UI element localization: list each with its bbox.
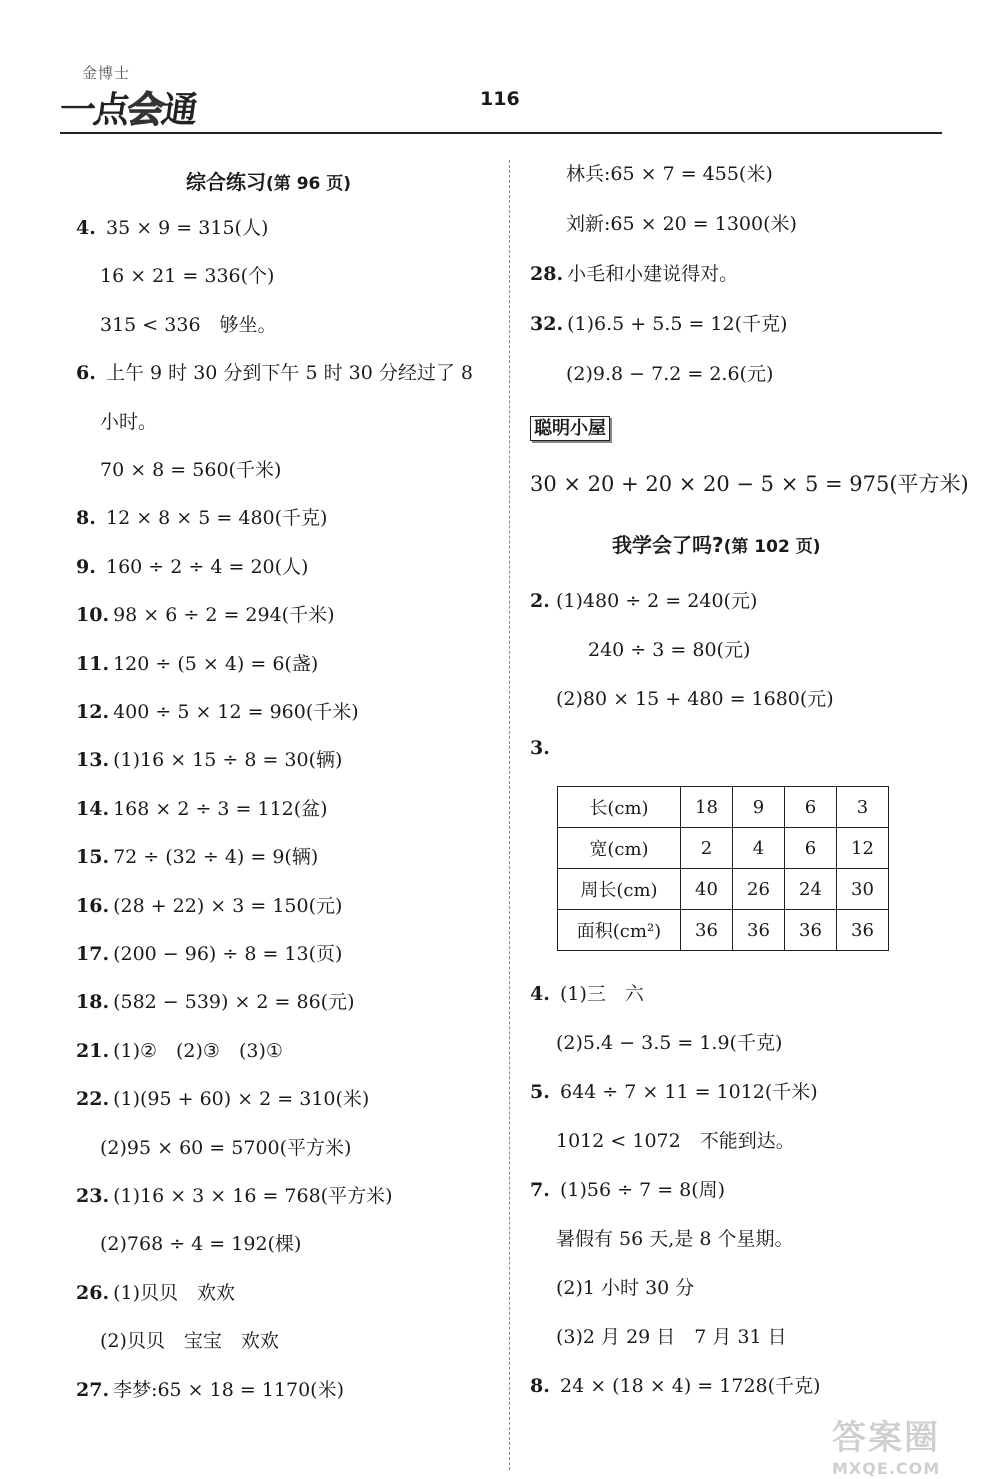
table-cell: 24 <box>785 869 837 910</box>
answer-text: (1)56 ÷ 7 = 8(周) <box>560 1179 726 1201</box>
answer-line <box>76 894 342 918</box>
answer-line <box>556 1276 694 1300</box>
logo <box>56 82 199 133</box>
answer-line <box>76 361 473 385</box>
question-number: 28. <box>530 263 564 285</box>
answer-line <box>530 589 757 613</box>
answer-text: 暑假有 56 天,是 8 个星期。 <box>556 1228 794 1250</box>
answer-line <box>76 1087 369 1111</box>
answer-line <box>76 797 328 821</box>
answer-text: 644 ÷ 7 × 11 = 1012(千米) <box>560 1081 818 1103</box>
question-number: 11. <box>76 652 110 675</box>
watermark-url: MXQE.COM <box>832 1459 941 1478</box>
answer-line <box>76 555 308 579</box>
table-cell: 3 <box>837 787 889 828</box>
logo-text-b: 通 <box>158 90 199 131</box>
answer-text: (1)(95 + 60) × 2 = 310(米) <box>113 1088 370 1111</box>
question-number: 18. <box>76 991 110 1014</box>
section-title-page: (第 102 页) <box>723 537 821 557</box>
table-cell: 18 <box>681 787 733 828</box>
question-number: 15. <box>76 846 110 869</box>
answer-text: (2)95 × 60 = 5700(平方米) <box>100 1136 352 1159</box>
answer-text: 林兵:65 × 7 = 455(米) <box>566 163 773 185</box>
question-number: 4. <box>76 217 96 239</box>
answer-line <box>76 748 342 772</box>
table-cell: 12 <box>837 828 889 869</box>
answer-text: 400 ÷ 5 × 12 = 960(千米) <box>113 701 359 723</box>
question-number: 14. <box>76 797 110 820</box>
answer-line <box>530 262 738 286</box>
answer-line <box>566 162 773 186</box>
answer-text: (2)贝贝 宝宝 欢欢 <box>100 1330 279 1353</box>
answer-text: (1)② (2)③ (3)① <box>113 1039 283 1062</box>
table-cell: 6 <box>785 828 837 869</box>
answer-text: 小时。 <box>100 410 158 433</box>
question-number: 8. <box>530 1375 550 1397</box>
answer-line <box>76 1039 283 1063</box>
answer-text: 315 < 336 够坐。 <box>100 313 277 336</box>
table-row <box>558 910 889 951</box>
question-number: 5. <box>530 1081 550 1103</box>
smart-house-label: 聪明小屋 <box>530 416 610 441</box>
question-number: 32. <box>530 313 564 335</box>
table-cell: 4 <box>733 828 785 869</box>
answer-text: (28 + 22) × 3 = 150(元) <box>113 894 343 917</box>
question-number: 13. <box>76 749 110 772</box>
row-header: 面积(cm²) <box>558 910 681 951</box>
answer-text: (2)5.4 − 3.5 = 1.9(千克) <box>556 1032 783 1054</box>
answer-text: 上午 9 时 30 分到下午 5 时 30 分经过了 8 <box>106 362 473 385</box>
answer-text: (2)80 × 15 + 480 = 1680(元) <box>556 688 834 710</box>
header-rule <box>60 132 942 134</box>
question-number: 10. <box>76 604 110 627</box>
answer-text: 李梦:65 × 18 = 1170(米) <box>113 1378 344 1401</box>
answer-line <box>530 736 556 760</box>
answer-line <box>76 845 318 869</box>
answer-line <box>76 652 318 676</box>
answer-text: 160 ÷ 2 ÷ 4 = 20(人) <box>106 555 309 578</box>
watermark-logo: 答案圈 <box>832 1418 940 1458</box>
section-title-right <box>612 533 820 559</box>
answer-line <box>556 1031 782 1055</box>
answer-line <box>100 410 157 434</box>
answer-text: 98 × 6 ÷ 2 = 294(千米) <box>113 604 335 627</box>
question-number: 9. <box>76 555 96 578</box>
answer-text: (3)2 月 29 日 7 月 31 日 <box>556 1326 787 1348</box>
question-number: 26. <box>76 1281 110 1304</box>
answer-line <box>556 1325 787 1349</box>
answer-line <box>100 458 281 482</box>
answer-text: (200 − 96) ÷ 8 = 13(页) <box>113 943 343 965</box>
answer-line <box>100 264 274 288</box>
answer-text: 240 ÷ 3 = 80(元) <box>588 639 751 661</box>
question-number: 12. <box>76 701 110 723</box>
answer-text: (2)9.8 − 7.2 = 2.6(元) <box>566 363 774 385</box>
table-cell: 6 <box>785 787 837 828</box>
answer-text: 72 ÷ (32 ÷ 4) = 9(辆) <box>113 846 319 869</box>
answer-text: (1)480 ÷ 2 = 240(元) <box>556 590 758 612</box>
column-divider <box>509 160 510 1470</box>
answer-line <box>530 1374 820 1398</box>
question-number: 21. <box>76 1039 110 1062</box>
answer-text: 70 × 8 = 560(千米) <box>100 459 282 481</box>
table-cell: 36 <box>733 910 785 951</box>
table-row <box>558 869 889 910</box>
answer-text: 1012 < 1072 不能到达。 <box>556 1130 795 1152</box>
answer-text: 刘新:65 × 20 = 1300(米) <box>566 213 797 235</box>
answer-line <box>76 603 335 627</box>
answer-line <box>76 1184 393 1208</box>
answer-line <box>566 212 797 236</box>
logo-text-a: 一点 <box>56 90 131 131</box>
answer-line <box>556 1129 795 1153</box>
answer-line <box>100 1232 301 1256</box>
question-number: 27. <box>76 1378 110 1401</box>
page-number: 116 <box>480 88 520 110</box>
smart-house-answer: 30 × 20 + 20 × 20 − 5 × 5 = 975(平方米) <box>530 472 969 496</box>
answer-text: (1)6.5 + 5.5 = 12(千克) <box>567 313 788 335</box>
logo-highlight: 会 <box>124 90 165 131</box>
answer-line <box>100 1329 279 1353</box>
table-cell: 36 <box>681 910 733 951</box>
rectangle-table <box>557 786 889 951</box>
row-header: 长(cm) <box>558 787 681 828</box>
page-header <box>0 0 1000 140</box>
answer-text: 24 × (18 × 4) = 1728(千克) <box>560 1375 821 1397</box>
answer-line <box>530 312 787 336</box>
answer-text: 168 × 2 ÷ 3 = 112(盆) <box>113 797 328 820</box>
smart-house-box <box>530 416 610 441</box>
answer-line <box>76 942 342 966</box>
section-title-left <box>186 170 351 196</box>
answer-line <box>100 1136 351 1160</box>
table-cell: 26 <box>733 869 785 910</box>
answer-text: (1)贝贝 欢欢 <box>113 1281 235 1304</box>
answer-text: (1)16 × 3 × 16 = 768(平方米) <box>113 1185 393 1207</box>
table-cell: 30 <box>837 869 889 910</box>
answer-text: (2)1 小时 30 分 <box>556 1277 695 1299</box>
answer-line <box>588 638 750 662</box>
watermark <box>832 1410 982 1476</box>
answer-line <box>76 1378 344 1402</box>
answer-line <box>76 990 355 1014</box>
question-number: 4. <box>530 983 550 1005</box>
table-cell: 36 <box>785 910 837 951</box>
row-header: 周长(cm) <box>558 869 681 910</box>
question-number: 7. <box>530 1179 550 1201</box>
answer-text: 35 × 9 = 315(人) <box>106 217 269 239</box>
section-title-text: 我学会了吗? <box>612 533 724 557</box>
table-row <box>558 828 889 869</box>
answer-line <box>76 700 359 724</box>
logo-small-text: 金博士 <box>82 64 131 82</box>
question-number: 22. <box>76 1088 110 1111</box>
answer-text: (582 − 539) × 2 = 86(元) <box>113 991 355 1014</box>
answer-line <box>530 1178 725 1202</box>
row-header: 宽(cm) <box>558 828 681 869</box>
question-number: 3. <box>530 737 550 759</box>
answer-text: 小毛和小建说得对。 <box>567 263 739 285</box>
answer-line <box>556 1227 793 1251</box>
answer-line <box>556 687 834 711</box>
question-number: 16. <box>76 894 110 917</box>
answer-text: 12 × 8 × 5 = 480(千克) <box>106 507 328 530</box>
question-number: 8. <box>76 507 96 530</box>
answer-text: 120 ÷ (5 × 4) = 6(盏) <box>113 652 319 675</box>
answer-text: 16 × 21 = 336(个) <box>100 265 275 288</box>
question-number: 2. <box>530 590 550 612</box>
table-cell: 2 <box>681 828 733 869</box>
question-number: 17. <box>76 943 110 965</box>
answer-text: (1)16 × 15 ÷ 8 = 30(辆) <box>113 749 343 772</box>
question-number: 6. <box>76 362 96 385</box>
section-title-page: (第 96 页) <box>266 174 352 194</box>
answer-line <box>76 216 268 240</box>
question-number: 23. <box>76 1185 110 1207</box>
table-cell: 36 <box>837 910 889 951</box>
answer-line <box>100 313 277 337</box>
answer-line <box>76 1281 235 1305</box>
table-row <box>558 787 889 828</box>
answer-text: (2)768 ÷ 4 = 192(棵) <box>100 1233 302 1256</box>
answer-line <box>76 506 327 530</box>
table-cell: 40 <box>681 869 733 910</box>
table-cell: 9 <box>733 787 785 828</box>
answer-line <box>566 362 773 386</box>
answer-text: (1)三 六 <box>560 983 644 1005</box>
section-title-text: 综合练习 <box>186 170 266 194</box>
answer-line <box>530 982 644 1006</box>
answer-line <box>530 1080 818 1104</box>
